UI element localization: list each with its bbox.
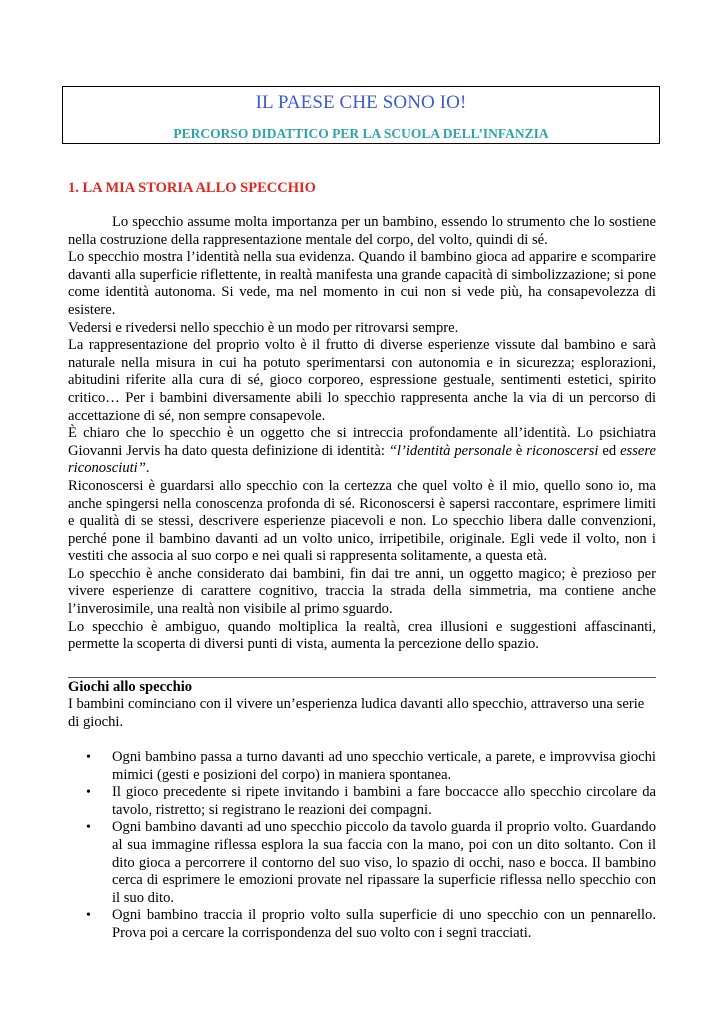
- bullet-icon: •: [86, 785, 91, 801]
- subsection-intro: I bambini cominciano con il vivere un’esperienza ludica davanti allo specchio, attraverso una serie di giochi.: [68, 696, 645, 730]
- paragraph: La rappresentazione del proprio volto è il frutto di diverse esperienze vissute dal bambino e sarà naturale nella misura in cui ha potuto sperimentarsi con autonomia e in sicurezza; esplorazioni, abitudini riferite alla cura di sé, gioco corporeo, espressione gestuale, sentimenti estetici, spirito critico… Per i bambini diversamente abili lo specchio rappresenta anche la via di un percorso di accettazione di sé, non sempre consapevole.: [68, 337, 656, 424]
- list-item-text: Il gioco precedente si ripete invitando i bambini a fare boccacce allo specchio circolare da tavolo, ristretto; si registrano le reazioni dei compagni.: [112, 784, 656, 818]
- quote-run: “l’identità personale: [388, 442, 512, 459]
- document-title: IL PAESE CHE SONO IO!: [255, 92, 467, 113]
- paragraph: Riconoscersi è guardarsi allo specchio con la certezza che quel volto è il mio, quello sono io, ma anche spingersi nella conoscenza profonda di sé. Riconoscersi è sapersi raccontare, esprimere limiti e qualità di se stessi, descrivere esperienze piacevoli e non. Lo specchio libera dalle convenzioni, perché pone il bambino davanti ad un volto unico, irripetibile, originale. Egli vede il volto, non i vestiti che associa al suo corpo e nei quali si rappresenta solitamente, a questa età.: [68, 477, 656, 565]
- paragraph: Lo specchio è ambiguo, quando moltiplica la realtà, crea illusioni e suggestioni affascinanti, permette la scoperta di diversi punti di vista, aumenta la percezione dello spazio.: [68, 618, 656, 653]
- subsection-heading: Giochi allo specchio: [68, 679, 193, 695]
- document-subtitle: PERCORSO DIDATTICO PER LA SCUOLA DELL’INFANZIA: [173, 126, 549, 141]
- list-item-text: Ogni bambino davanti ad uno specchio piccolo da tavolo guarda il proprio volto. Guardando al sua immagine riflessa esplora la sua faccia con la mano, poi con un dito soltanto. Con il dito gioca a percorrere il contorno del suo viso, lo spazio di occhi, naso e bocca. Il bambino cerca di esprimere le emozioni provate nel ripassare la superficie riflessa nello specchio con il suo dito.: [112, 819, 656, 906]
- section-body: [68, 214, 656, 654]
- quote-run: riconoscersi: [526, 442, 599, 459]
- bullet-icon: •: [86, 750, 91, 765]
- list-item: [68, 784, 656, 819]
- text-run: .: [145, 460, 150, 477]
- list-item: [68, 749, 656, 784]
- title-box: [62, 86, 660, 144]
- quote-run: essere riconosciuti”: [68, 442, 656, 477]
- list-item-text: Ogni bambino traccia il proprio volto sulla superficie di uno specchio con un pennarello. Prova poi a cercare la corrispondenza del suo volto con i segni tracciati.: [112, 907, 656, 941]
- text-run: È chiaro che lo specchio è un oggetto che si intreccia profondamente all’identità. Lo psichiatra Giovanni Jervis ha dato questa definizione di identità:: [68, 425, 656, 459]
- section-divider: [68, 677, 656, 678]
- text-run: è: [511, 442, 527, 459]
- bullet-icon: •: [86, 820, 91, 836]
- games-list: [68, 749, 656, 943]
- section-heading: 1. LA MIA STORIA ALLO SPECCHIO: [68, 180, 316, 196]
- paragraph: [68, 425, 656, 478]
- paragraph: Lo specchio assume molta importanza per un bambino, essendo lo strumento che lo sostiene nella costruzione della rappresentazione mentale del corpo, del volto, quindi di sé.: [68, 214, 656, 248]
- bullet-icon: •: [86, 908, 91, 924]
- paragraph: Lo specchio è anche considerato dai bambini, fin dai tre anni, un oggetto magico; è prezioso per vivere esperienze di carattere cognitivo, traccia la strada della simmetria, ma contiene anche l’inverosimile, una realtà non visibile al primo sguardo.: [68, 565, 656, 618]
- list-item: [68, 819, 656, 907]
- paragraph: Vedersi e rivedersi nello specchio è un modo per ritrovarsi sempre.: [68, 319, 459, 336]
- list-item: [68, 907, 656, 942]
- paragraph: Lo specchio mostra l’identità nella sua evidenza. Quando il bambino gioca ad apparire e scomparire davanti alla superficie riflettente, in realtà manifesta una grande capacità di simbolizzazione; si pone come identità autonoma. Si vede, ma nel momento in cui non si vede più, ha consapevolezza di esistere.: [68, 249, 656, 318]
- text-run: ed: [598, 442, 621, 459]
- list-item-text: Ogni bambino passa a turno davanti ad uno specchio verticale, a parete, e improvvisa giochi mimici (gesti e posizioni del corpo) in maniera spontanea.: [112, 749, 656, 783]
